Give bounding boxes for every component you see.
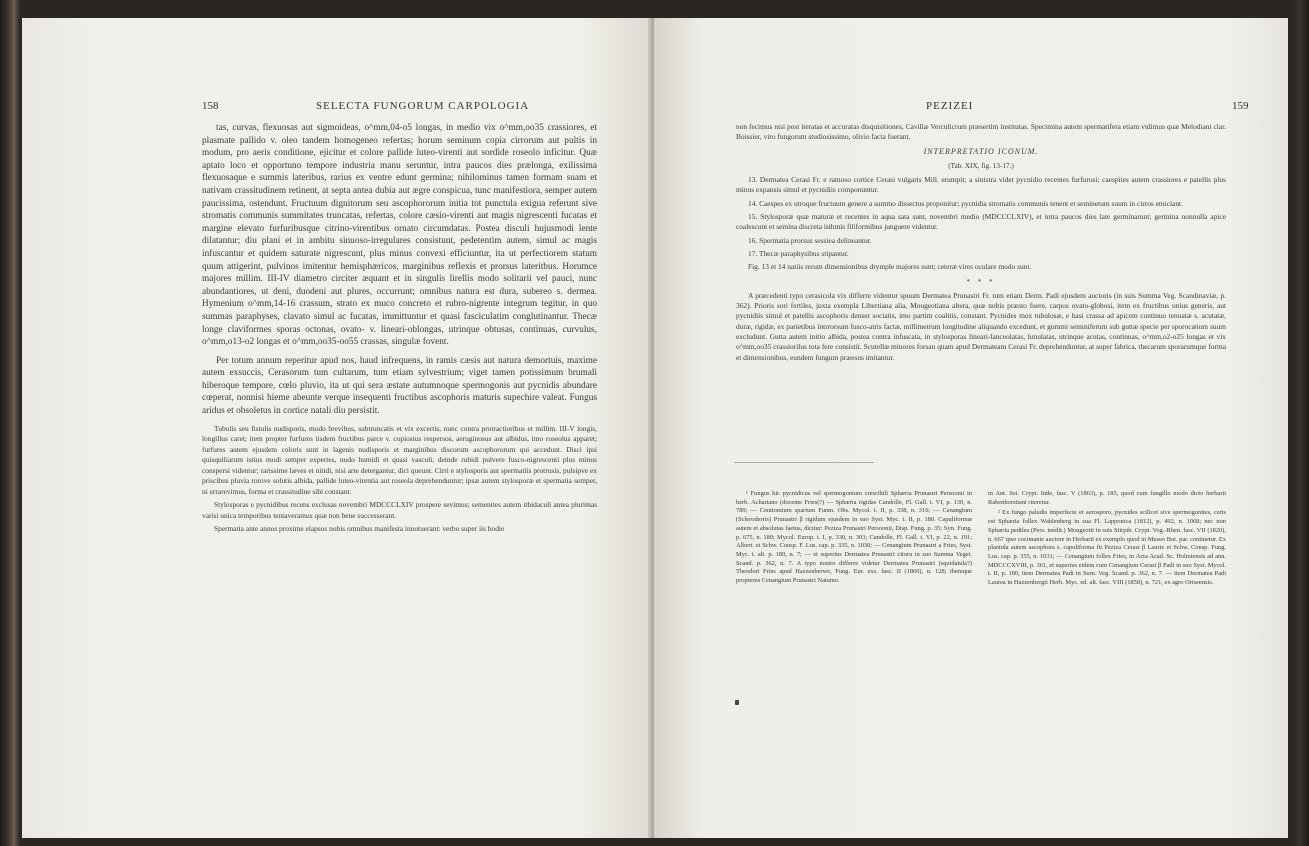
small-paragraph: Spermatia ante annos proxime elapsos nobis omnibus manifesta innotuerant: verbo super iis hodie: [214, 524, 505, 534]
page-number: 159: [1232, 100, 1249, 112]
right-page: [654, 18, 1288, 838]
figure-explanation: 13. Dermatea Cerasi Fr. e ramoso cortice Cerasi vulgaris Mill. erumpit; a sinistra videt pycnidio recentes furfurosi; caespites autem crassiores e patellis plus minus expansis simul et pycnidiis componuntur.: [736, 175, 1226, 195]
interpretatio-subtitle: (Tab. XIX, fig. 13-17.): [948, 161, 1014, 170]
footnote: ² Ex fungo paludis imperfecte et aerosporo, pycnides scilicet sive spermogonites, ceris est Sphæria follex Wahlenberg in sua Fl. Lapponica (1812), p. 492, n. 1068; nec non Sphæria pedilea (Pers. inédit.) Mougeotii in suis Stirpib. Crypt. Vog.-Rhen. fasc. VII (1820), n. 667 ipso cocimante auctore in Herbarii ex exemplo quod in Museo Bot. par. continetur. Ex plantula autem ascophora s. capuliforma fit Peziza Cerasi β Laurie et Schw. Consp. Fung. Lus. cap. p. 355, n. 1031; — Cenangium follex Fries, in Acta Acad. Sc. Holmiensis ad ann. MDCCCXVIII, p. 361, et superius eidem cum Cenangium Cerasi β Padi in suo Syst. Mycol. t. II, p. 180, item Dermatea Padi in Sum. Veg. Scand. p. 362, n. 7. — item Dermatea Padi Laurea in Hazzenbergii Herb. Myc. ed. alt. fasc. VIII (1858), n. 721, ex agro Oriseensis.: [988, 509, 1226, 587]
left-page: [22, 18, 654, 838]
main-paragraph: A præcedenti typo cerasicola vix differre videntur spuum Dermatea Prunastri Fr. tum etiam Derm. Padi ejusdem auctoris (in suis Summa Veg. Scandinaviæ, p. 362). Prioris sori fertiles, juxta exempla Libertiana alia, Mougeotiana altera, quæ nobis præsto fuere, carpos ovato-globosi, item ex fructibus unius generis, aut pycnidiis simul et patellis ascophoris denser sociatis, imo partim coalitis, constant. Pycnides mox tubulosæ, e basi crassa ad apicem continuo tenuatæ s. acutatæ, duræ, rigidæ, ex parietibus intrrorsum fusco-atris factæ, millimetrum longitudine aliquando excedunt, et gummi seminiferum sub guttæ specie per sporocæium suum excludunt. Gutta autem initio albida, postea contra infuscata, in stylosporas lineari-lanceolatas, lunulatas, utrinque acutas, continuas, o^mm,o2-o25 longas et vix o^mm,oo35 crassiorilus tota fere consistit. Scutellæ minores forsan quam apud Dermateam Cerasi Fr. deprehenduntur, at super fabrica, thecarum sporarumque forma et dimensionibus, eundem fungum præesus imitantur.: [736, 290, 1226, 362]
running-head: SELECTA FUNGORUM CARPOLOGIA: [316, 100, 530, 112]
main-text-column: [202, 122, 597, 538]
figure-explanation: 17. Thecæ paraphysibus stipantur.: [748, 248, 849, 258]
footnote: ¹ Fungus hic pycnidicus vel spermogonium crescibili Sphæria Prunastri Persoonii in herb. Achariano (docente Fries(?) — Sphæria rigidas Candolle, Fl. Gall. t. VI, p. 130, n. 789; — Cenitomium sparium Funm. Obs. Mycol. t. II, p. 338, n. 316; — Cenangium (Scleroderris) Prunastri β rigidum ejusdem in suo Syst. Myc. t. II, p. 180. Capuliformæ autem et absolutas faetus, dicitur: Peziza Prunastri Persoonii, Disp. Fung. p. 35; Syn. Fung. p. 675, n. 180; Mycol. Europ. t. I, p. 330, n. 303; Candolle, Fl. Gall. t. VI, p. 22, n. 191; Albert. et Schw. Consp. F. Lus. cap. p. 335, n. 1030; — Cenangium Prunastri a Fries, Syst. Myc. t. alt. p. 180, n. 7; — et superius Dermatea Prunastri citoru in suo Summa Veget. Scand. p. 362, n. 7. A typo nostro differre videtur Dermatea Prunastri (squidatula?) Theodori Fries apud Hazzenberwe, Fung. Eur. exs. fasc. II (1860), n. 128; ibemque propterea Cenangium Prunastri Natumo.: [736, 490, 972, 585]
intro-paragraph: non fecimus nisi post iteratas et accuratas disquisitiones, Cavillæ Verculicrum præsertim institutas. Specimina autem spermatifera etiam vidimus quæ Melodiani clar. Boissier, viro fungorum studiosissimo, olivio facta fuerant.: [736, 122, 1226, 142]
figure-explanation: Fig. 13 et 14 natiis rerum dimensionibus drymple majores sunt; ceteræ vires oculare modo sunt.: [748, 262, 1032, 272]
running-head: PEZIZEI: [926, 100, 974, 112]
figure-explanation: 15. Stylosporæ quæ maturæ et recentes in aqua sata sunt, novembri medio (MDCCCLXIV), et intra paucos dies late germinarunt; germina nonnulla apice coalescunt et semina discreta isthmis filiformibus junguere videntur.: [736, 212, 1226, 232]
footnotes-right-column: [988, 490, 1226, 590]
footnotes-left-column: [736, 490, 972, 588]
footnote-rule: [734, 462, 874, 463]
upper-text-column: [736, 122, 1226, 366]
figure-explanation: 14. Caespes ex utroque fructuum genere a summo dissectus proponitur; pycnidia stromatis communis tenent et seminetum suum in cirros emiciant.: [748, 198, 1183, 208]
section-stars: * * *: [966, 277, 996, 286]
paragraph-description: tas, curvas, flexuosas aut sigmoideas, o^mm,04-o5 longas, in medio vix o^mm,oo35 crassiores, et plasmate pallido v. oleo tandem homogeneo refertas; horum seminum copia cirrorum aut pultis in modum, pro aeris conditione, ejicitur et colore pallide luteo-virenti aut sordide roseolo inficitur. Quæ aptato loco et opportuno tempore industria manu seruntur, intra paucos dies prælonga, exilissima flexuosaque e summis lateribus, rarius ex ventre edunt germina; nihilominus tamen formam suam et nativam crassitudinem retinent, at septa antea dubia aut ægre conspicua, tunc manifestiora, semper autem paucissima, ostendunt. Fructuum dignitorum seu ascophororum initia tot punctula exigua referunt sive stromatis communis summitates truncatas, refertas, colore cæsio-virenti aut magis nigrescenti fucatas et margine elevato furfuribusque citrino-virentibus ornato circumdatas. Postea disculi hujusmodi lente dilatantur; diu plani et in ambitu sinuoso-irregulares consistunt, pedetentim autem, simul ac magis infuscantur et quidem saturate nigrescunt, plus minus convexi efficiuntur, ita ut perfectiorem statum quum attigerint, pulvinos imitentur hemisphæricos, marginibus reflexis et prorsus lateritbus. Horumce majores millim. III-IV diametro circiter æquant et in singulis lirellis modo solitarii vel pauci, nunc abundantiores, ut deni, duodeni aut plures, occurrunt; omnibus natura est dura, subereo s. dermea. Hymenium o^mm,14-16 crassum, strato ex muco concreto et rubro-nigrente integrum tegitur, in quo summas paraphyses, clavato simul ac fucatas, immittuntur et quasi fasciculatim conglutinantur. Thecæ longe claviformes sporas octonas, ovato- v. lineari-oblongas, utrinque obtusas, continuas, curvulus, o^mm,o13-o2 longas et o^mm,oo35-oo55 crassas, singulæ fovent.: [202, 123, 597, 348]
paragraph-habitat: Per totum annum reperitur apud nos, haud infrequens, in ramis cæsis aut natura demortuis, maxime autem exsuccis, Cerasorum tum cultarum, tum etiam sylvestrium; viget tamen potissimum brumali hiberoque tempore, cœlo pluvio, ita ut qui sera æstate autumnoque spermogonis aut pycnidis abundare cœperat, nonnisi hieme abeunte verque insequenti fructibus ascophoris maturis supechire valeat. Fungus aridus et obsoletus in cortice natali diu persistit.: [202, 355, 597, 417]
interpretatio-title: INTERPRETATIO ICONUM.: [923, 146, 1039, 156]
figure-explanation: 16. Spermatia prorsus sessiea delineantur.: [748, 235, 872, 245]
small-paragraph: Tubulis seu fistulis nudisporis, modo brevibus, subtruncatis et vix excertis, nunc contra protractioribus et millim. III-V longis, longillus caret; item propter furfures iisdem fructibus parce v. copiosius respersos, aeruginosus aut albidus, imo roseolus apparet; furfures autem ejusdem coloris sunt in lagenis nudisporis et marginibus discorum ascophororum qui accedunt. Disci ipsi quisquiliarum istius modi semper expertes, nudo humidi et quasi vasculi, deinde rubidi pulvere fusco-nigrescenti plus minus conspersi videntur; rarissime læves et nitidi, nisi arte detergantur, dici queunt. Cirri e stylosporis aut spermatiis protrusis, pulsipve ex priscibus pluvia rorove solutis albida, pallide luteo-virentia aut roseola deprehenduntur; ipsæ autem stylosporæ et spermatia semper, ni errarevimus, forma et crassitudine sibi constant.: [202, 423, 597, 496]
footnote: in Ant. Sei. Crypt. Inde, fasc. V (1863), p. 185, quod cum fungillo modo dicto herbarii Rabenhorstiani riteretur.: [988, 490, 1226, 506]
page-mark: [735, 700, 739, 705]
page-number: 158: [202, 100, 219, 112]
small-paragraph: Stylosporas e pycnidibus recens exclusas novembri MDCCCLXIV prospere sevimus; semenites autem ithidaculi antea plurimas varisi unica temporibus tentaveramus quæ non bene successerant.: [202, 500, 597, 520]
